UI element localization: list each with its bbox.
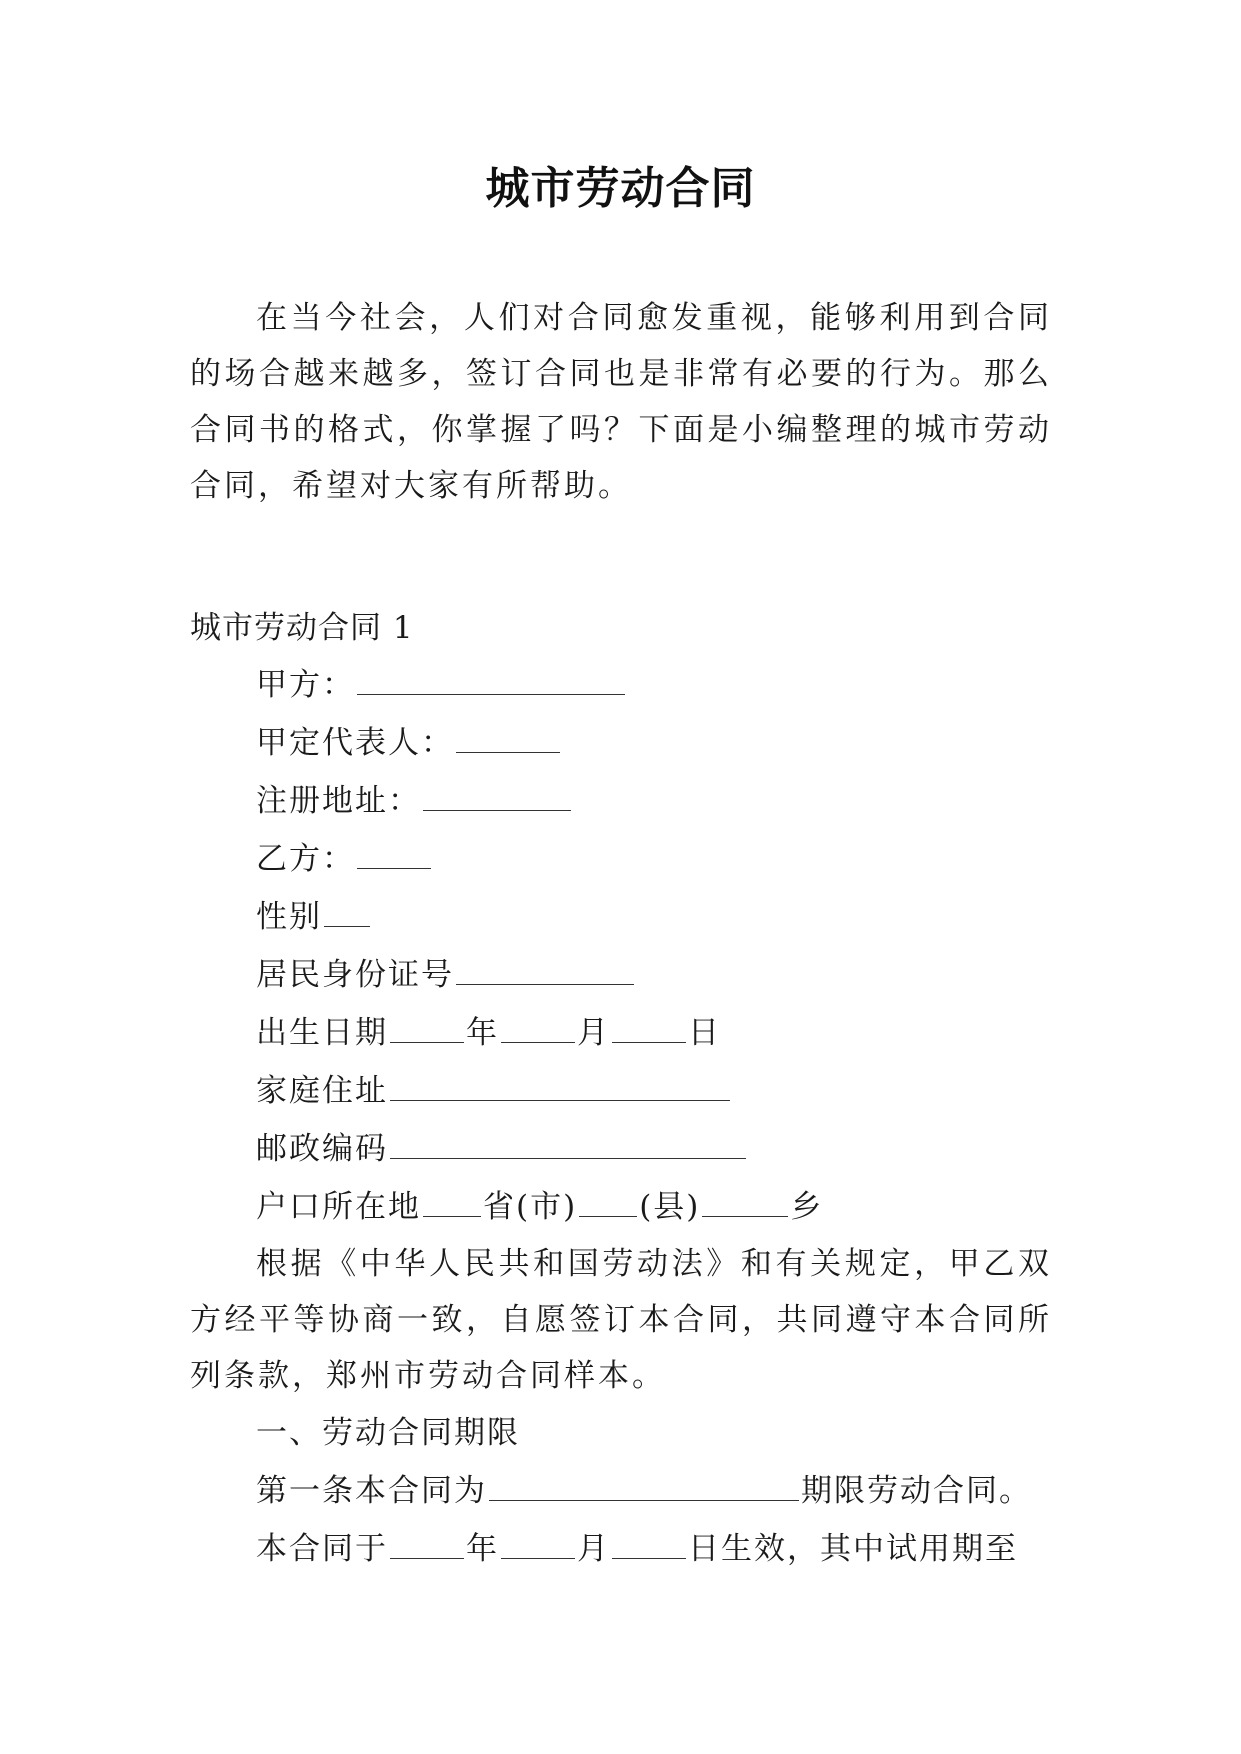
effective-day-suffix: 日生效，其中试用期至 — [688, 1531, 1018, 1567]
hukou-label: 户口所在地 — [256, 1189, 421, 1225]
address-line — [190, 772, 1052, 830]
party-a-label: 甲方： — [256, 667, 355, 703]
representative-label: 甲定代表人： — [256, 725, 454, 761]
birth-label: 出生日期 — [256, 1015, 388, 1051]
birth-date-line — [190, 1004, 1052, 1062]
party-b-blank[interactable] — [357, 842, 431, 869]
document-body — [190, 290, 1052, 1578]
effective-year-blank[interactable] — [390, 1532, 464, 1559]
birth-month-label: 月 — [577, 1015, 610, 1051]
birth-month-blank[interactable] — [501, 1016, 575, 1043]
representative-blank[interactable] — [456, 726, 560, 753]
effective-month-label: 月 — [577, 1531, 610, 1567]
address-blank[interactable] — [423, 784, 571, 811]
gender-blank[interactable] — [324, 900, 370, 927]
gender-label: 性别 — [256, 899, 322, 935]
article-one-prefix: 第一条本合同为 — [256, 1473, 487, 1509]
hukou-city-blank[interactable] — [579, 1190, 637, 1217]
birth-day-label: 日 — [688, 1015, 721, 1051]
home-address-blank[interactable] — [390, 1074, 730, 1101]
hukou-county-blank[interactable] — [702, 1190, 788, 1217]
article-one-line — [190, 1462, 1052, 1520]
effective-year-label: 年 — [466, 1531, 499, 1567]
birth-year-label: 年 — [466, 1015, 499, 1051]
effective-month-blank[interactable] — [501, 1532, 575, 1559]
intro-paragraph: 在当今社会，人们对合同愈发重视，能够利用到合同的场合越来越多，签订合同也是非常有必要的行为。那么合同书的格式，你掌握了吗？下面是小编整理的城市劳动合同，希望对大家有所帮助。 — [190, 300, 1052, 504]
id-number-blank[interactable] — [456, 958, 634, 985]
home-address-label: 家庭住址 — [256, 1073, 388, 1109]
home-address-line — [190, 1062, 1052, 1120]
party-b-label: 乙方： — [256, 841, 355, 877]
hukou-province-blank[interactable] — [423, 1190, 481, 1217]
representative-line — [190, 714, 1052, 772]
effective-date-line — [190, 1520, 1052, 1578]
province-label: 省(市) — [483, 1189, 578, 1225]
gender-line — [190, 888, 1052, 946]
id-number-line — [190, 946, 1052, 1004]
address-label: 注册地址： — [256, 783, 421, 819]
id-number-label: 居民身份证号 — [256, 957, 454, 993]
birth-day-blank[interactable] — [612, 1016, 686, 1043]
county-label: (县) — [639, 1189, 701, 1225]
birth-year-blank[interactable] — [390, 1016, 464, 1043]
chapter-one-heading: 一、劳动合同期限 — [256, 1415, 520, 1451]
effective-day-blank[interactable] — [612, 1532, 686, 1559]
document-title: 城市劳动合同 — [485, 163, 756, 214]
party-a-blank[interactable] — [357, 668, 625, 695]
effective-prefix: 本合同于 — [256, 1531, 388, 1567]
party-a-line — [190, 656, 1052, 714]
spacer — [190, 514, 1052, 600]
township-label: 乡 — [790, 1189, 824, 1225]
postal-code-line — [190, 1120, 1052, 1178]
party-b-line — [190, 830, 1052, 888]
postal-code-blank[interactable] — [390, 1132, 746, 1159]
postal-code-label: 邮政编码 — [256, 1131, 388, 1167]
section-heading: 城市劳动合同 1 — [190, 610, 414, 646]
basis-paragraph: 根据《中华人民共和国劳动法》和有关规定，甲乙双方经平等协商一致，自愿签订本合同，共同遵守本合同所列条款，郑州市劳动合同样本。 — [190, 1246, 1052, 1394]
article-one-suffix: 期限劳动合同。 — [801, 1473, 1032, 1509]
hukou-line — [190, 1178, 1052, 1236]
contract-type-blank[interactable] — [489, 1474, 799, 1501]
